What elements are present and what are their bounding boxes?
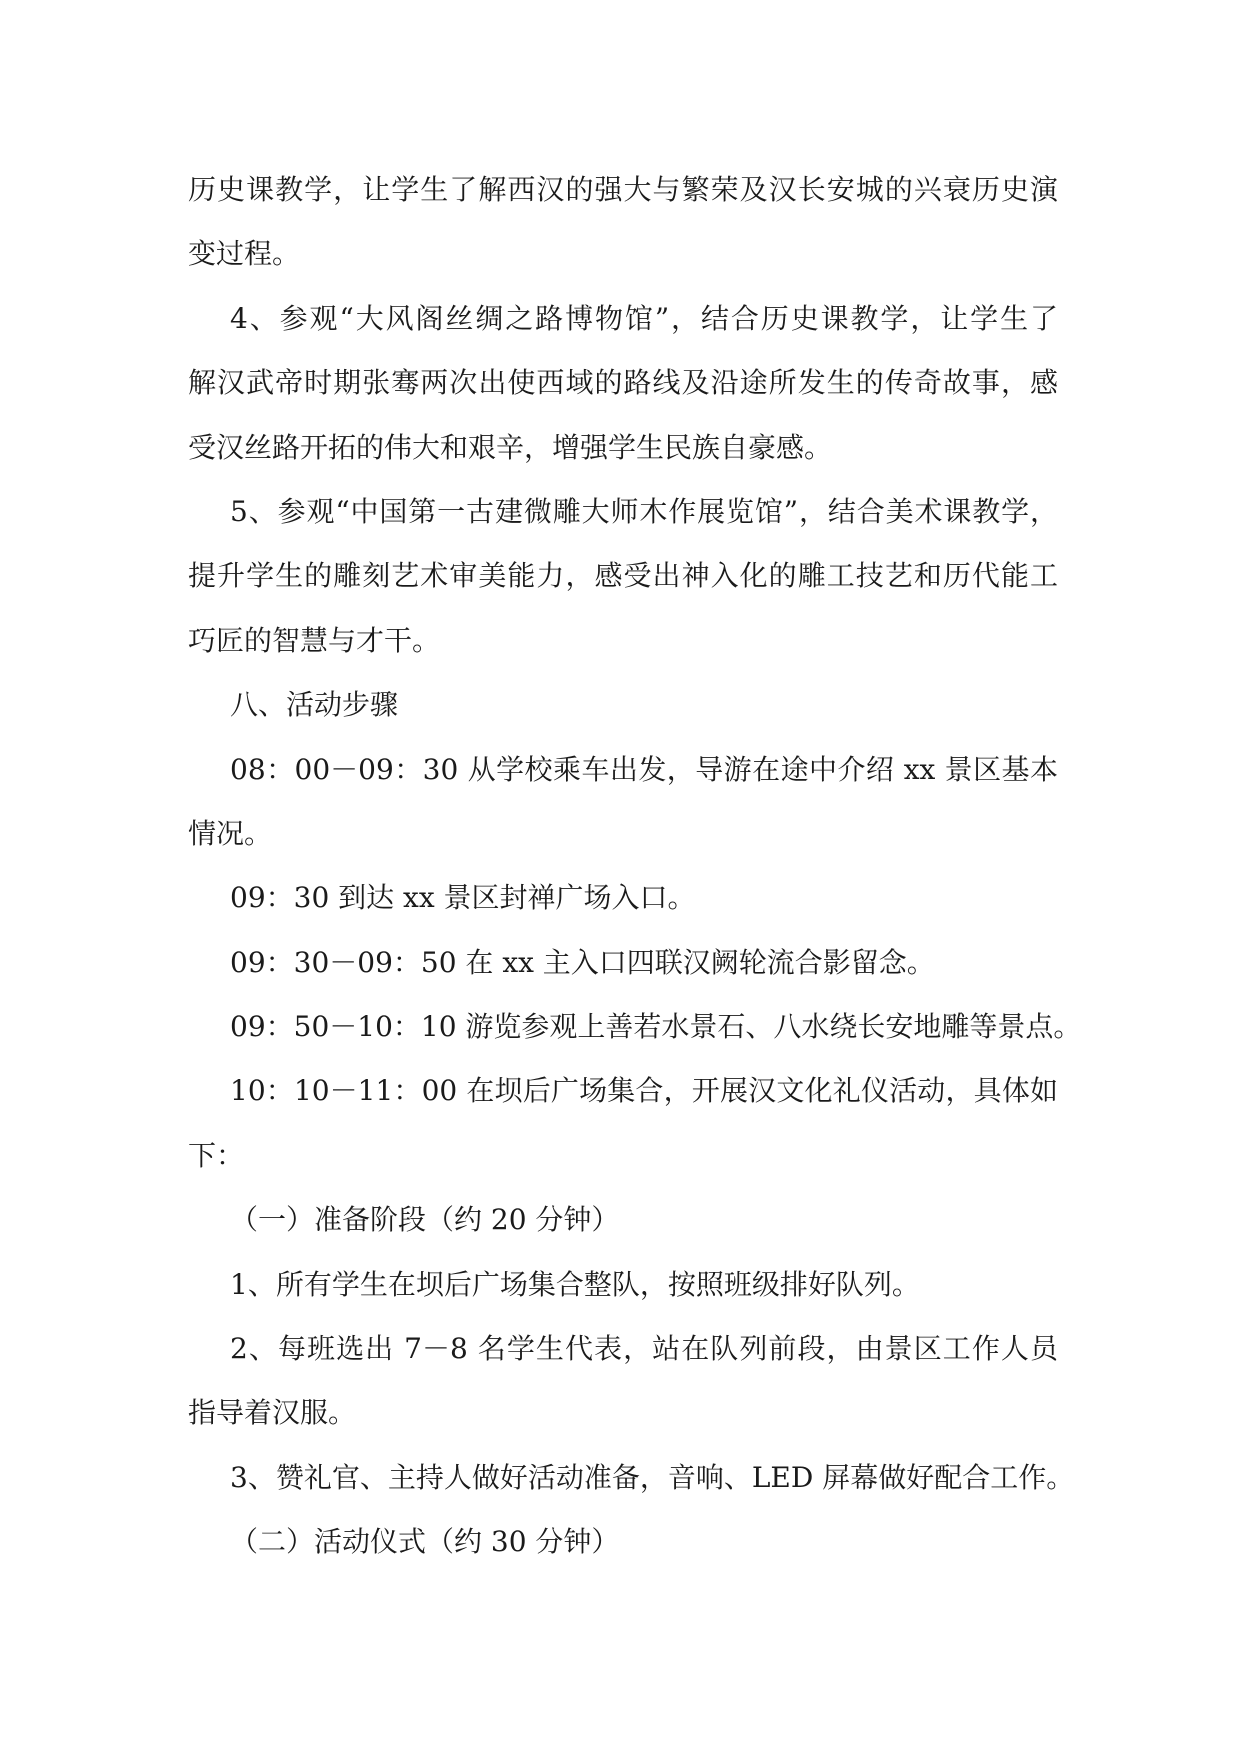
text-line-4: 解汉武帝时期张骞两次出使西域的路线及沿途所发生的传奇故事，感 [188, 366, 1058, 400]
text-line-21: 3、赞礼官、主持人做好活动准备，音响、LED 屏幕做好配合工作。 [230, 1460, 1075, 1494]
document-body [188, 158, 1082, 1575]
text-line-3: 4、参观“大风阁丝绸之路博物馆”，结合历史课教学，让学生了 [230, 301, 1058, 335]
subsection-heading-1: （一）准备阶段（约 20 分钟） [230, 1203, 620, 1237]
text-line-2: 变过程。 [188, 237, 301, 271]
text-line-18: 1、所有学生在坝后广场集合整队，按照班级排好队列。 [230, 1267, 920, 1301]
text-line-6: 5、参观“中国第一古建微雕大师木作展览馆”，结合美术课教学， [230, 494, 1058, 528]
text-line-8: 巧匠的智慧与才干。 [188, 623, 441, 657]
text-line-14: 09：50－10：10 游览参观上善若水景石、八水绕长安地雕等景点。 [230, 1010, 1082, 1044]
text-line-19: 2、每班选出 7－8 名学生代表，站在队列前段，由景区工作人员 [230, 1332, 1058, 1366]
text-line-1: 历史课教学，让学生了解西汉的强大与繁荣及汉长安城的兴衰历史演 [188, 173, 1058, 206]
text-line-7: 提升学生的雕刻艺术审美能力，感受出神入化的雕工技艺和历代能工 [188, 559, 1058, 593]
text-line-12: 09：30 到达 xx 景区封禅广场入口。 [230, 881, 696, 915]
text-line-15: 10：10－11：00 在坝后广场集合，开展汉文化礼仪活动，具体如 [230, 1074, 1058, 1108]
subsection-heading-2: （二）活动仪式（约 30 分钟） [230, 1525, 620, 1559]
section-heading: 八、活动步骤 [230, 688, 399, 722]
text-line-20: 指导着汉服。 [188, 1396, 357, 1430]
text-line-5: 受汉丝路开拓的伟大和艰辛，增强学生民族自豪感。 [188, 430, 833, 464]
text-line-11: 情况。 [188, 816, 273, 850]
text-line-13: 09：30－09：50 在 xx 主入口四联汉阙轮流合影留念。 [230, 945, 935, 979]
text-line-16: 下： [188, 1138, 245, 1172]
text-line-10: 08：00－09：30 从学校乘车出发，导游在途中介绍 xx 景区基本 [230, 752, 1058, 786]
